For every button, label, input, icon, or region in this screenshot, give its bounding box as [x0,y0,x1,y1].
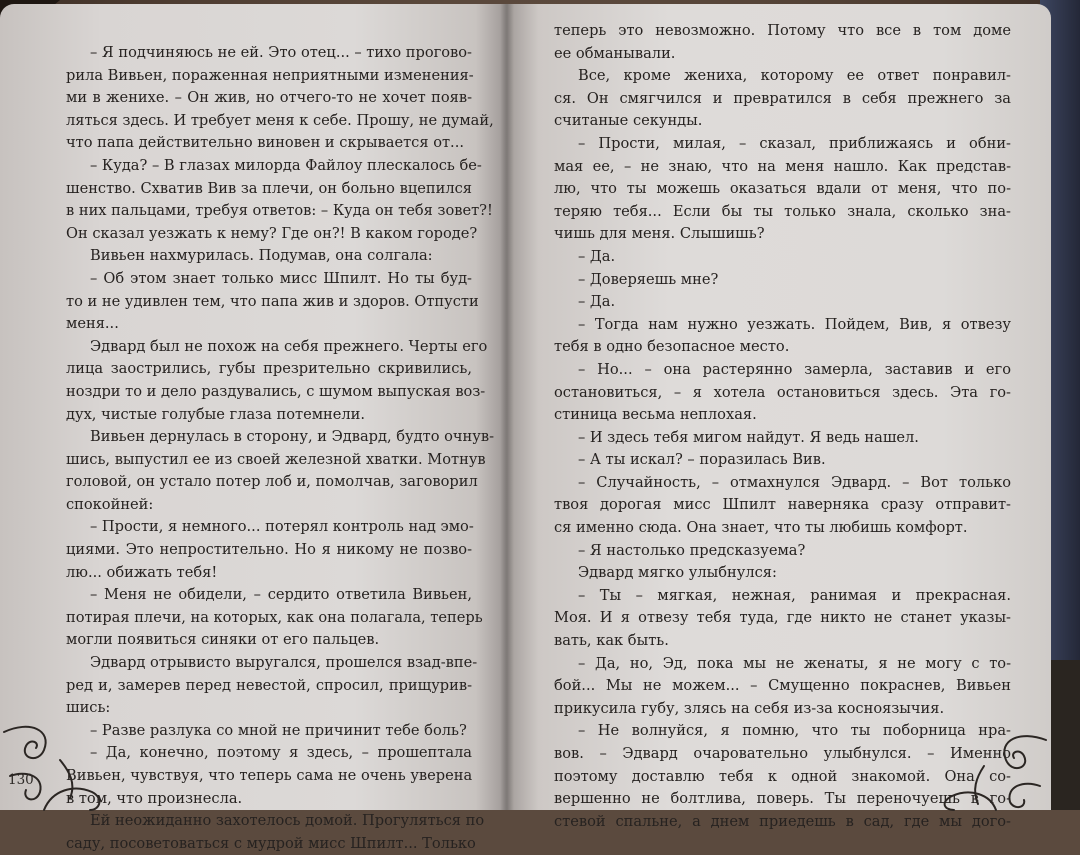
text-line: Ей неожиданно захотелось домой. Прогуляться по [90,812,485,830]
text-line: ред и, замерев перед невестой, спросил, прищурив- [66,676,472,694]
text-line: стевой спальне, а днем приедешь в сад, где мы дого- [554,812,1011,830]
text-line: – Да, конечно, поэтому я здесь, – прошептала [90,744,472,762]
text-line: прикусила губу, злясь на себя из-за косноязычия. [554,699,945,717]
text-line: Он сказал уезжать к нему? Где он?! В каком городе? [66,224,478,242]
text-line: – Я подчиняюсь не ей. Это отец... – тихо прогово- [90,44,472,61]
text-line: – Куда? – В глазах милорда Файлоу плескалось бе- [90,156,482,174]
text-line: ее обманывали. [554,44,676,62]
text-line: головой, он устало потер лоб и, помолчав, заговорил [66,473,478,491]
text-line: вершенно не болтлива, поверь. Ты переночуешь в го- [554,790,1011,808]
text-line: – А ты искал? – поразилась Вив. [578,451,826,469]
text-line: шись, выпустил ее из своей железной хватки. Мотнув [66,450,486,468]
text-line: – Да. [578,293,616,311]
text-line: меня... [66,315,119,333]
text-line: Эдвард отрывисто выругался, прошелся взад-впе- [90,654,478,672]
text-line: ноздри то и дело раздувались, с шумом выпуская воз- [66,382,486,400]
text-line: спокойней: [66,495,154,513]
text-line: – Прости, милая, – сказал, приближаясь и обни- [578,134,1011,152]
text-line: – Но... – она растерянно замерла, заставив и его [578,360,1011,378]
text-line: твоя дорогая мисс Шпилт наверняка сразу отправит- [554,496,1011,514]
text-line: – И здесь тебя мигом найдут. Я ведь нашел. [578,428,919,446]
text-line: циями. Это непростительно. Но я никому не позво- [66,541,472,559]
text-line: – Разве разлука со мной не причинит тебе боль? [90,721,467,739]
text-line: считаные секунды. [554,112,703,130]
text-line: – Тогда нам нужно уезжать. Пойдем, Вив, я отвезу [578,315,1011,333]
left-page [0,4,506,852]
text-line: – Не волнуйся, я помню, что ты поборница нра- [578,722,1011,740]
text-line: лица заострились, губы презрительно скривились, [66,360,472,378]
text-line: – Да, но, Эд, пока мы не женаты, я не могу с то- [578,654,1011,672]
corner-ornament-left-icon [0,700,140,810]
text-line: остановиться, – я хотела остановиться здесь. Эта го- [554,383,1011,401]
text-line: Вивьен дернулась в сторону, и Эдвард, будто очнув- [90,428,495,446]
text-line: теперь это невозможно. Потому что все в том доме [554,22,1011,39]
text-line: Вивьен, чувствуя, что теперь сама не очень уверена [66,767,473,784]
text-line: лю... обижать тебя! [66,563,218,581]
text-line: ся. Он смягчился и превратился в себя прежнего за [554,89,1011,107]
book-gutter [500,4,514,810]
text-line: Все, кроме жениха, которому ее ответ понравил- [578,67,1011,85]
text-line: лю, что ты можешь оказаться вдали от меня, что по- [554,180,1011,198]
text-line: – Доверяешь мне? [578,270,719,288]
text-line: ми в женихе. – Он жив, но отчего-то не хочет появ- [66,89,472,107]
text-line: в них пальцами, требуя ответов: – Куда он тебя зовет?! [66,202,493,220]
text-line: потирая плечи, на которых, как она полагала, теперь [66,608,483,626]
text-line: – Да. [578,247,616,265]
text-line: саду, посоветоваться с мудрой мисс Шпилт... Только [66,834,476,852]
text-line: ся именно сюда. Она знает, что ты любишь комфорт. [554,519,968,537]
text-line: то и не удивлен тем, что папа жив и здоров. Отпусти [66,292,479,310]
text-line: ляться здесь. И требует меня к себе. Прошу, не думай, [66,111,494,129]
right-page [506,4,1051,830]
text-line: – Прости, я немного... потерял контроль над эмо- [90,518,474,536]
text-line: дух, чистые голубые глаза потемнели. [66,405,366,423]
text-line: – Я настолько предсказуема? [578,541,806,559]
text-line: – Об этом знает только мисс Шпилт. Но ты буд- [90,269,472,287]
text-line: Эдвард был не похож на себя прежнего. Черты его [90,337,488,355]
text-line: шись: [66,699,111,717]
text-line: что папа действительно виновен и скрывается от... [66,134,464,152]
text-line: могли появиться синяки от его пальцев. [66,631,380,649]
text-line: – Случайность, – отмахнулся Эдвард. – Вот только [578,473,1011,491]
text-line: в том, что произнесла. [66,789,243,807]
text-line: – Ты – мягкая, нежная, ранимая и прекрасная. [578,586,1011,604]
text-line: Моя. И я отвезу тебя туда, где никто не станет указы- [554,609,1011,627]
text-line: вать, как быть. [554,632,669,650]
page-number: 130 [8,772,34,788]
text-line: чишь для меня. Слышишь? [554,225,765,243]
text-line: тебя в одно безопасное место. [554,338,790,356]
text-line: – Меня не обидели, – сердито ответила Вивьен, [90,586,472,604]
text-line: мая ее, – не знаю, что на меня нашло. Как представ- [554,157,1011,175]
text-line: Вивьен нахмурилась. Подумав, она солгала: [90,247,433,265]
text-line: шенство. Схватив Вив за плечи, он больно вцепился [66,179,472,197]
text-line: бой... Мы не можем... – Смущенно покраснев, Вивьен [554,677,1011,695]
text-line: вов. – Эдвард очаровательно улыбнулся. – Именно [554,745,1011,762]
text-line: Эдвард мягко улыбнулся: [578,564,777,582]
corner-ornament-right-icon [900,700,1050,810]
text-line: рила Вивьен, пораженная неприятными изменения- [66,66,474,84]
text-line: поэтому доставлю тебя к одной знакомой. Она со- [554,767,1011,785]
text-line: стиница весьма неплохая. [554,406,757,424]
text-line: теряю тебя... Если бы ты только знала, сколько зна- [554,202,1011,220]
